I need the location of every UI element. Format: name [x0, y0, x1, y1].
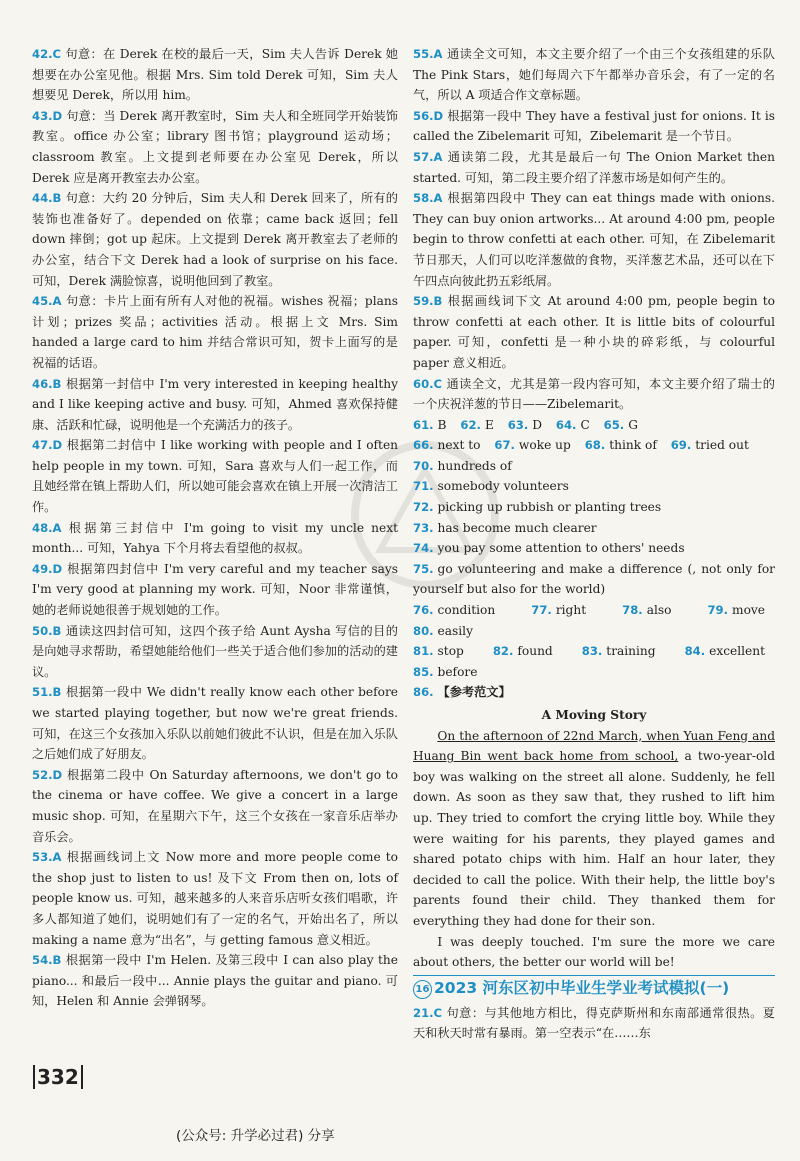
answer-item: 51.B 根据第一段中 We didn't really know each other before we started playing together, but now we're great friends. 可知，在这三个女孩加入乐队以前她们彼此不认识，但是在加入乐队之后她们成了好朋友。: [32, 685, 398, 762]
section-number-badge: 16: [413, 980, 432, 999]
footer-source-note: (公众号: 升学必过君) 分享: [176, 1128, 335, 1144]
answer-item: 45.A 句意：卡片上面有所有人对他的祝福。wishes 祝福；plans 计划；prizes 奖品；activities 活动。根据上文 Mrs. Sim handed a large card to him 并结合常识可知，贺卡上面写的是祝福的话语。: [32, 294, 398, 370]
essay-paragraph: I was deeply touched. I'm sure the more we care about others, the better our world will be!: [413, 934, 775, 970]
phrase-answer: 75. go volunteering and make a difference (, not only for yourself but also for the world): [413, 561, 775, 597]
answer-item: 47.D 根据第二封信中 I like working with people and I often help people in my town. 可知，Sara 喜欢与人们一起工作，而且她经常在镇上帮助人们，所以她可能会喜欢在镇上开展一次清洁工作。: [32, 438, 398, 515]
section-heading: 16 2023 河东区初中毕业生学业考试模拟(一): [413, 975, 775, 1003]
answer-item: 50.B 通读这四封信可知，这四个孩子给 Aunt Aysha 写信的目的是向她寻求帮助，希望她能给他们一些关于适合他们参加的活动的建议。: [32, 623, 398, 679]
essay-paragraph: On the afternoon of 22nd March, when Yuan Feng and Huang Bin went back home from school, a two-year-old boy was walking on the street all alone. Suddenly, he fell down. As soon as they saw that, they rushed to lift him up. They tried to comfort the crying little boy. While they were waiting for his parents, they played games and shared potato chips with him. Half an hour later, they decided to call the police. With their help, the little boy's parents found their child. They thanked them for everything they had done for their son.: [413, 728, 775, 928]
answer-item: 46.B 根据第一封信中 I'm very interested in keeping healthy and I like keeping active and busy. 可知，Ahmed 喜欢保持健康、活跃和忙碌，说明他是一个充满活力的孩子。: [32, 376, 398, 432]
essay-label: 86. 【参考范文】: [413, 685, 511, 700]
answer-item: 56.D 根据第一段中 They have a festival just for onions. It is called the Zibelemarit 可知，Zibelemarit 是一个节日。: [413, 108, 775, 144]
word-answers-76-80: 76. condition 77. right 78. also 79. move 80. easily: [413, 603, 766, 638]
answer-item: 60.C 通读全文，尤其是第一段内容可知，本文主要介绍了瑞士的一个庆祝洋葱的节日——Zibelemarit。: [413, 376, 775, 412]
answer-item: 42.C 句意：在 Derek 在校的最后一天，Sim 夫人告诉 Derek 她想要在办公室见他。根据 Mrs. Sim told Derek 可知，Sim 夫人想要见 Derek，所以用 him。: [32, 47, 398, 103]
answer-item: 59.B 根据画线词下文 At around 4:00 pm, people begin to throw confetti at each other. It is little bits of colourful paper. 可知，confetti 是一种小块的碎彩纸，与 colourful paper 意义相近。: [413, 294, 775, 370]
answer-item: 43.D 句意：当 Derek 离开教室时，Sim 夫人和全班同学开始装饰教室。office 办公室；library 图书馆；playground 运动场；classroom 教室。上文提到老师要在办公室见 Derek，所以 Derek 应是离开教室去办公室。: [32, 108, 398, 185]
answer-item: 21.C 句意：与其他地方相比，得克萨斯州和东南部通常很热。夏天和秋天时常有暴雨。第一空表示“在……东: [413, 1005, 775, 1041]
short-answers-66-69: 66. next to 67. woke up 68. think of 69. tried out: [413, 438, 749, 453]
answer-item: 58.A 根据第四段中 They can eat things made with onions. They can buy onion artworks... At around 4:00 pm, people begin to throw confetti at each other. 可知，在 Zibelemarit 节日那天，人们可以吃洋葱做的食物，买洋葱艺术品，还可以在下午四点向彼此扔五彩纸屑。: [413, 191, 775, 288]
essay-underlined-opening: On the afternoon of 22nd March, when Yuan Feng and Huang Bin went back home from school,: [413, 728, 775, 764]
answer-item: 55.A 通读全文可知，本文主要介绍了一个由三个女孩组建的乐队 The Pink Stars，她们每周六下午都举办音乐会，有了一定的名气，所以 A 项适合作文章标题。: [413, 47, 775, 103]
phrase-answer: 71. somebody volunteers: [413, 479, 569, 494]
answer-item: 52.D 根据第二段中 On Saturday afternoons, we don't go to the cinema or have coffee. We give a concert in a large music shop. 可知，在星期六下午，这三个女孩在一家音乐店举办音乐会。: [32, 767, 398, 844]
answer-item: 54.B 根据第一段中 I'm Helen. 及第三段中 I can also play the piano... 和最后一段中... Annie plays the guitar and piano. 可知，Helen 和 Annie 会弹钢琴。: [32, 953, 398, 1009]
word-answers-81-85: 81. stop 82. found 83. training 84. excellent 85. before: [413, 644, 766, 679]
answer-item: 44.B 句意：大约 20 分钟后，Sim 夫人和 Derek 回来了，所有的装饰也准备好了。depended on 依靠；came back 返回；fell down 摔倒；got up 起床。上文提到 Derek 离开教室去了老师的办公室，结合下文 Derek had a look of surprise on his face. 可知，Derek 满脸惊喜，说明他回到了教室。: [32, 191, 398, 288]
answer-item: 49.D 根据第四封信中 I'm very careful and my teacher says I'm very good at planning my work. 可知，Noor 非常谨慎，她的老师说她很善于规划她的工作。: [32, 561, 398, 618]
phrase-answer: 74. you pay some attention to others' needs: [413, 541, 685, 556]
essay-title: A Moving Story: [541, 708, 647, 722]
answer-item: 48.A 根据第三封信中 I'm going to visit my uncle next month... 可知，Yahya 下个月将去看望他的叔叔。: [32, 520, 398, 556]
right-column: [413, 44, 775, 1044]
answer-item: 53.A 根据画线词上文 Now more and more people come to the shop just to listen to us! 及下文 From then on, lots of people know us. 可知，越来越多的人来音乐店听女孩们唱歌，许多人都知道了她们，说明她们有了一定的名气，开始出名了，所以 making a name 意为“出名”，与 getting famous 意义相近。: [32, 850, 398, 947]
phrase-answer: 73. has become much clearer: [413, 520, 597, 535]
short-answers-61-65: 61. B 62. E 63. D 64. C 65. G: [413, 417, 638, 432]
phrase-answer: 70. hundreds of: [413, 458, 512, 473]
phrase-answer: 72. picking up rubbish or planting trees: [413, 500, 662, 515]
answer-item: 57.A 通读第二段，尤其是最后一句 The Onion Market then started. 可知，第二段主要介绍了洋葱市场是如何产生的。: [413, 149, 775, 185]
page-number: 332: [33, 1065, 83, 1089]
model-essay: [413, 726, 775, 973]
left-column: [32, 44, 398, 1012]
